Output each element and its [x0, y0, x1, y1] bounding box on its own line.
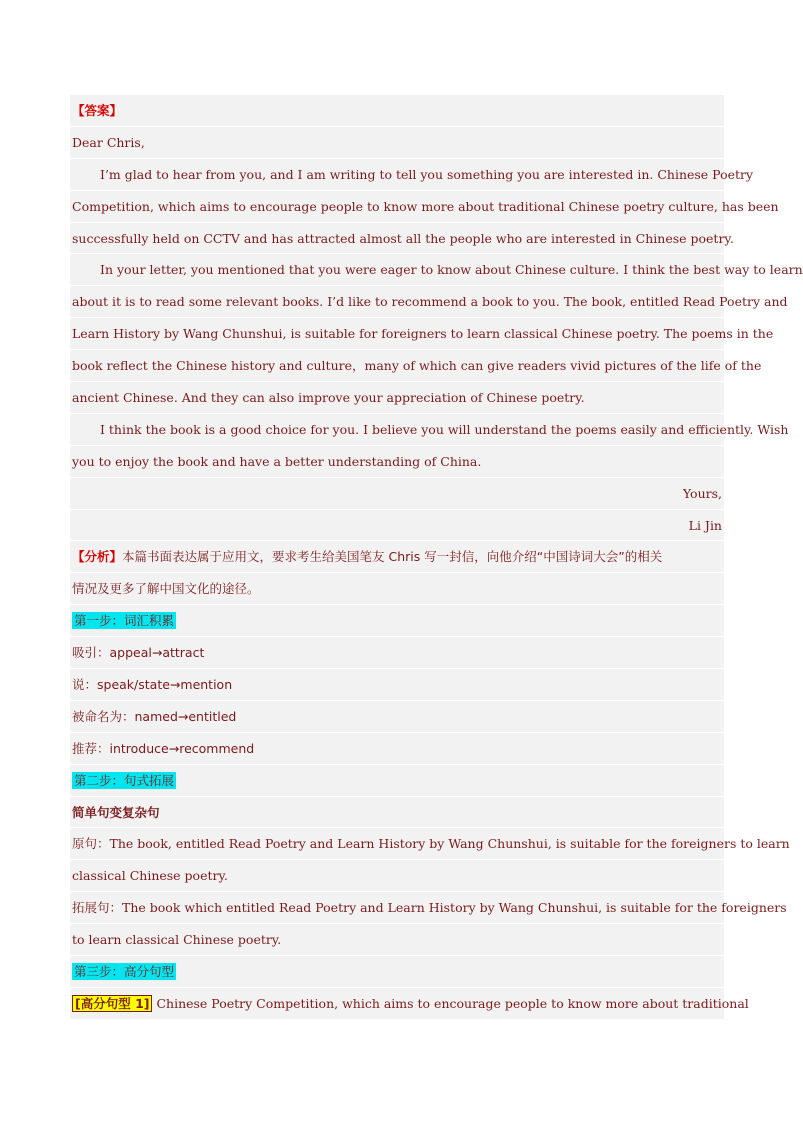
letter-line: book reflect the Chinese history and culture，many of which can give readers vivid pictures of the life of the	[70, 350, 724, 382]
letter-line: ancient Chinese. And they can also improve your appreciation of Chinese poetry.	[70, 382, 724, 414]
signature: Li Jin	[70, 510, 724, 542]
step2-heading-line	[70, 765, 724, 797]
closing: Yours,	[70, 478, 724, 510]
letter-line: Learn History by Wang Chunshui, is suitable for foreigners to learn classical Chinese poetry. The poems in the	[70, 318, 724, 350]
high-score-text: Chinese Poetry Competition, which aims to encourage people to know more about traditional	[152, 995, 749, 1011]
vocab-item: 吸引：appeal→attract	[70, 637, 724, 669]
expanded-text: The book which entitled Read Poetry and Learn History by Wang Chunshui, is suitable for the foreigners	[122, 900, 787, 916]
step1-heading-line	[70, 605, 724, 637]
original-text: The book, entitled Read Poetry and Learn History by Wang Chunshui, is suitable for the foreigners to learn	[109, 836, 790, 852]
letter-line: about it is to read some relevant books. I’d like to recommend a book to you. The book, entitled Read Poetry and	[70, 286, 724, 318]
letter-line: I think the book is a good choice for you. I believe you will understand the poems easily and efficiently. Wish	[70, 414, 724, 446]
letter-line: I’m glad to hear from you, and I am writing to tell you something you are interested in. Chinese Poetry	[70, 159, 724, 191]
analysis-line	[70, 541, 724, 573]
step2-subheading: 简单句变复杂句	[70, 797, 724, 829]
analysis-text: 本篇书面表达属于应用文，要求考生给美国笔友 Chris 写一封信，向他介绍“中国诗词大会”的相关	[122, 549, 663, 565]
expanded-sentence-line-2: to learn classical Chinese poetry.	[70, 924, 724, 956]
high-score-tag: [高分句型 1]	[72, 995, 152, 1012]
letter-line: Competition, which aims to encourage people to know more about traditional Chinese poetry culture, has been	[70, 191, 724, 223]
original-sentence-line-2: classical Chinese poetry.	[70, 860, 724, 892]
document-page	[70, 95, 803, 1020]
analysis-label: 【分析】	[72, 549, 123, 565]
original-label: 原句：	[72, 836, 110, 852]
letter-line: successfully held on CCTV and has attracted almost all the people who are interested in Chinese poetry.	[70, 223, 724, 255]
letter-line: In your letter, you mentioned that you were eager to know about Chinese culture. I think the best way to learn	[70, 254, 724, 286]
high-score-sentence-line	[70, 988, 749, 1020]
vocab-item: 被命名为：named→entitled	[70, 701, 724, 733]
vocab-item: 推荐：introduce→recommend	[70, 733, 724, 765]
step1-heading: 第一步：词汇积累	[74, 613, 175, 629]
salutation: Dear Chris,	[70, 127, 724, 159]
expanded-sentence-line	[70, 892, 787, 924]
step3-heading-line	[70, 956, 724, 988]
analysis-line-2: 情况及更多了解中国文化的途径。	[70, 573, 724, 605]
vocab-item: 说：speak/state→mention	[70, 669, 724, 701]
answer-label: 【答案】	[72, 103, 123, 118]
step3-heading: 第三步：高分句型	[74, 964, 175, 980]
letter-line: you to enjoy the book and have a better understanding of China.	[70, 446, 724, 478]
expanded-label: 拓展句：	[72, 900, 123, 916]
step2-heading: 第二步：句式拓展	[74, 772, 175, 788]
answer-label-line	[70, 95, 724, 127]
original-sentence-line	[70, 828, 790, 860]
